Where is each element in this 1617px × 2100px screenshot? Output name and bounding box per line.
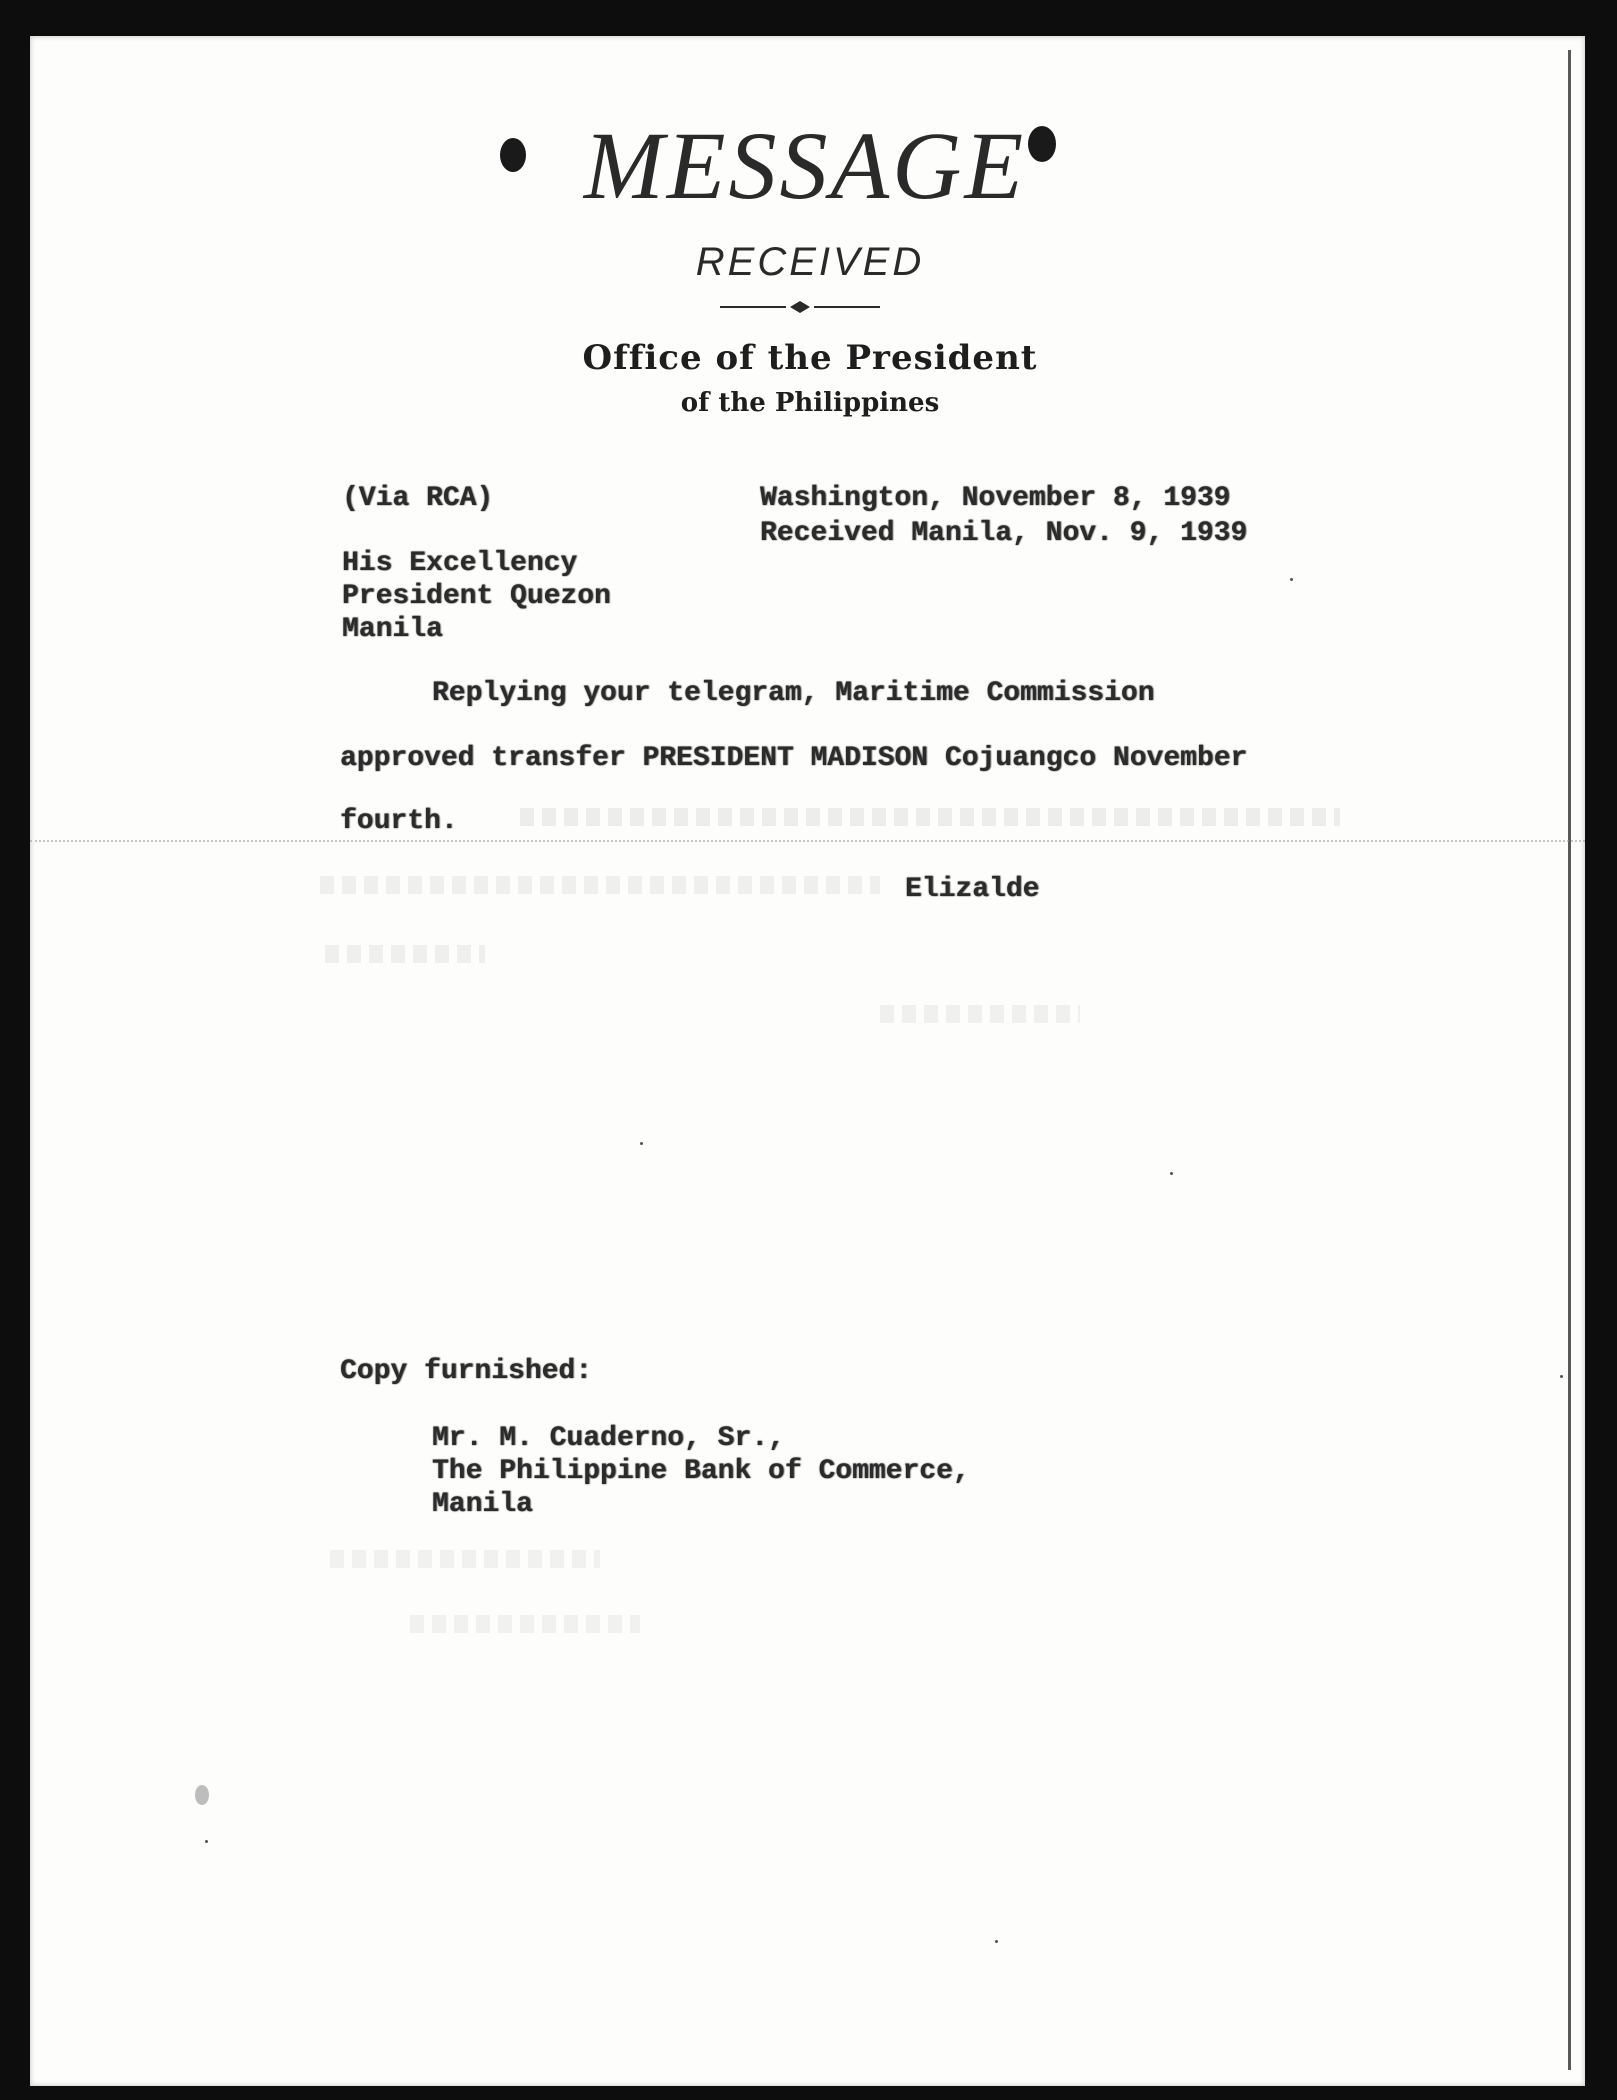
addressee-line: His Excellency bbox=[342, 548, 578, 579]
signature: Elizalde bbox=[905, 874, 1040, 905]
dust-speck bbox=[1170, 1172, 1173, 1175]
received-date: Received Manila, Nov. 9, 1939 bbox=[760, 518, 1248, 549]
dust-speck bbox=[1290, 578, 1293, 581]
body-line: Replying your telegram, Maritime Commission bbox=[432, 678, 1155, 709]
addressee-line: Manila bbox=[342, 614, 443, 645]
dust-speck bbox=[205, 1840, 208, 1843]
dust-speck bbox=[640, 1142, 643, 1145]
body-line: approved transfer PRESIDENT MADISON Cojuangco November bbox=[340, 743, 1248, 774]
dust-speck bbox=[995, 1940, 998, 1943]
bleed-through-text bbox=[325, 945, 485, 963]
copy-furnished-label: Copy furnished: bbox=[340, 1356, 593, 1387]
copy-recipient-line: The Philippine Bank of Commerce, bbox=[432, 1456, 970, 1487]
addressee-line: President Quezon bbox=[342, 581, 611, 612]
divider-ornament-icon bbox=[720, 298, 880, 316]
paper-fold-line bbox=[30, 840, 1585, 848]
origin-date: Washington, November 8, 1939 bbox=[760, 483, 1231, 514]
letterhead-subtitle: RECEIVED bbox=[695, 240, 925, 284]
bleed-through-text bbox=[410, 1615, 640, 1633]
body-line: fourth. bbox=[340, 806, 458, 837]
office-country: of the Philippines bbox=[680, 388, 940, 418]
via-line: (Via RCA) bbox=[342, 483, 494, 514]
office-name: Office of the President bbox=[582, 338, 1038, 378]
bleed-through-text bbox=[880, 1005, 1080, 1023]
dust-speck bbox=[1560, 1375, 1563, 1378]
bleed-through-text bbox=[320, 876, 880, 894]
page-edge-shadow bbox=[1568, 50, 1571, 2070]
letterhead-title: MESSAGE bbox=[583, 112, 1027, 219]
copy-recipient-line: Mr. M. Cuaderno, Sr., bbox=[432, 1423, 785, 1454]
bleed-through-text bbox=[520, 808, 1340, 826]
bleed-through-text bbox=[330, 1550, 600, 1568]
copy-recipient-line: Manila bbox=[432, 1489, 533, 1520]
dust-speck bbox=[195, 1785, 209, 1805]
